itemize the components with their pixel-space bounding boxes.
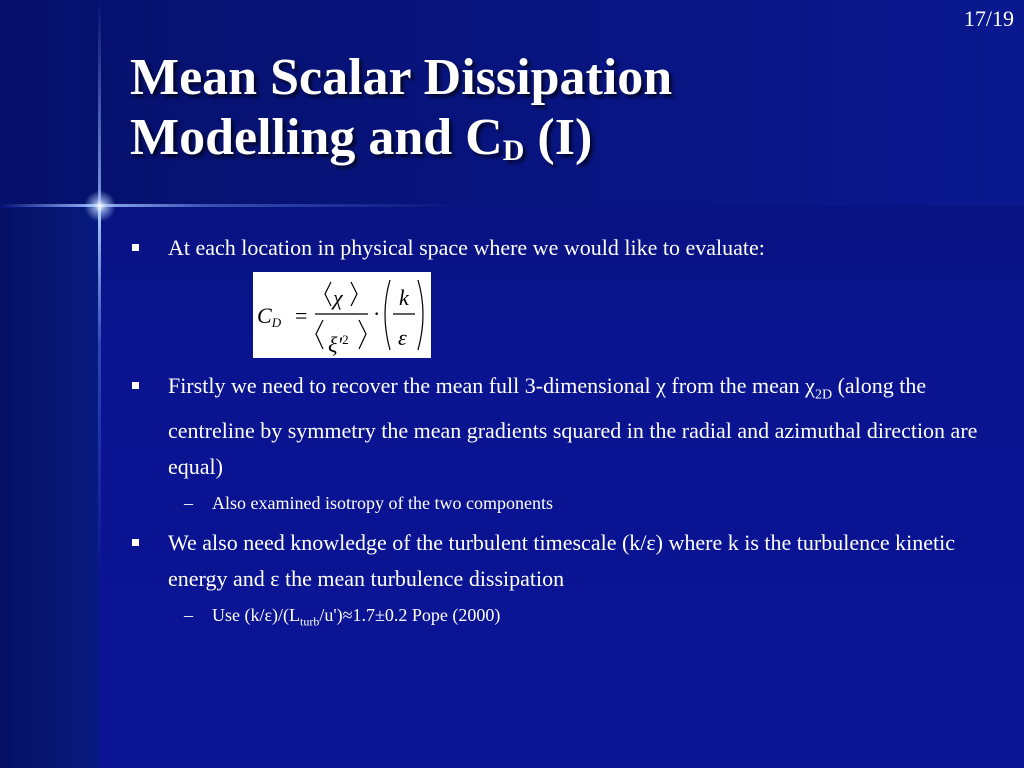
equation-xi: $\xi'^2$ [328,332,349,357]
bullet-text: We also need knowledge of the turbulent timescale (k/ε) where k is the turbulence kinetic energy and ε the mean turbulence dissipation [168,530,955,592]
square-bullet-icon [132,244,139,251]
title-subscript: D [502,134,525,167]
cd-equation [253,272,431,358]
slide-body [128,230,988,644]
equation-dot: · [373,301,381,326]
sub-bullet-text: Also examined isotropy of the two components [212,493,553,514]
dash-marker: – [184,605,193,626]
left-band [0,208,98,768]
bullet-evaluate [128,230,988,266]
equation-epsilon: ε [398,325,407,350]
equation-chi: χ [333,285,343,310]
bullet-recover-chi [128,368,988,485]
sub-bullet-isotropy [128,489,988,517]
equation-equals: = [295,303,308,328]
title-line-2-tail: (I) [524,109,593,166]
sub-bullet-pope [128,601,988,636]
title-line-2 [130,108,672,181]
bullet-text-part1: Firstly we need to recover the mean full 3-dimensional χ from the mean χ [168,373,815,398]
sub-bullet-subscript: turb [300,614,320,629]
equation-lhs: CD [257,303,282,330]
bullet-text: At each location in physical space where we would like to evaluate: [168,235,765,260]
page-number: 17/19 [963,6,1014,31]
sparkle-icon [84,190,116,222]
bullet-text-part2: (along the centreline by symmetry the mean gradients squared in the radial and azimuthal direction are equal) [168,373,978,480]
bullet-timescale [128,525,988,597]
dash-marker: – [184,493,193,514]
vertical-light-line [98,0,101,768]
bullet-subscript: 2D [814,387,833,403]
sub-bullet-text-part2: /u')≈1.7±0.2 Pope (2000) [319,605,501,626]
square-bullet-icon [132,382,139,389]
slide-title [130,48,672,181]
sub-bullet-text-part1: Use (k/ε)/(L [212,605,301,626]
title-line-1: Mean Scalar Dissipation [130,49,673,106]
equation-k: k [399,285,409,310]
square-bullet-icon [132,539,139,546]
title-line-2-main: Modelling and C [130,109,503,166]
horizontal-light-line [0,204,1024,207]
